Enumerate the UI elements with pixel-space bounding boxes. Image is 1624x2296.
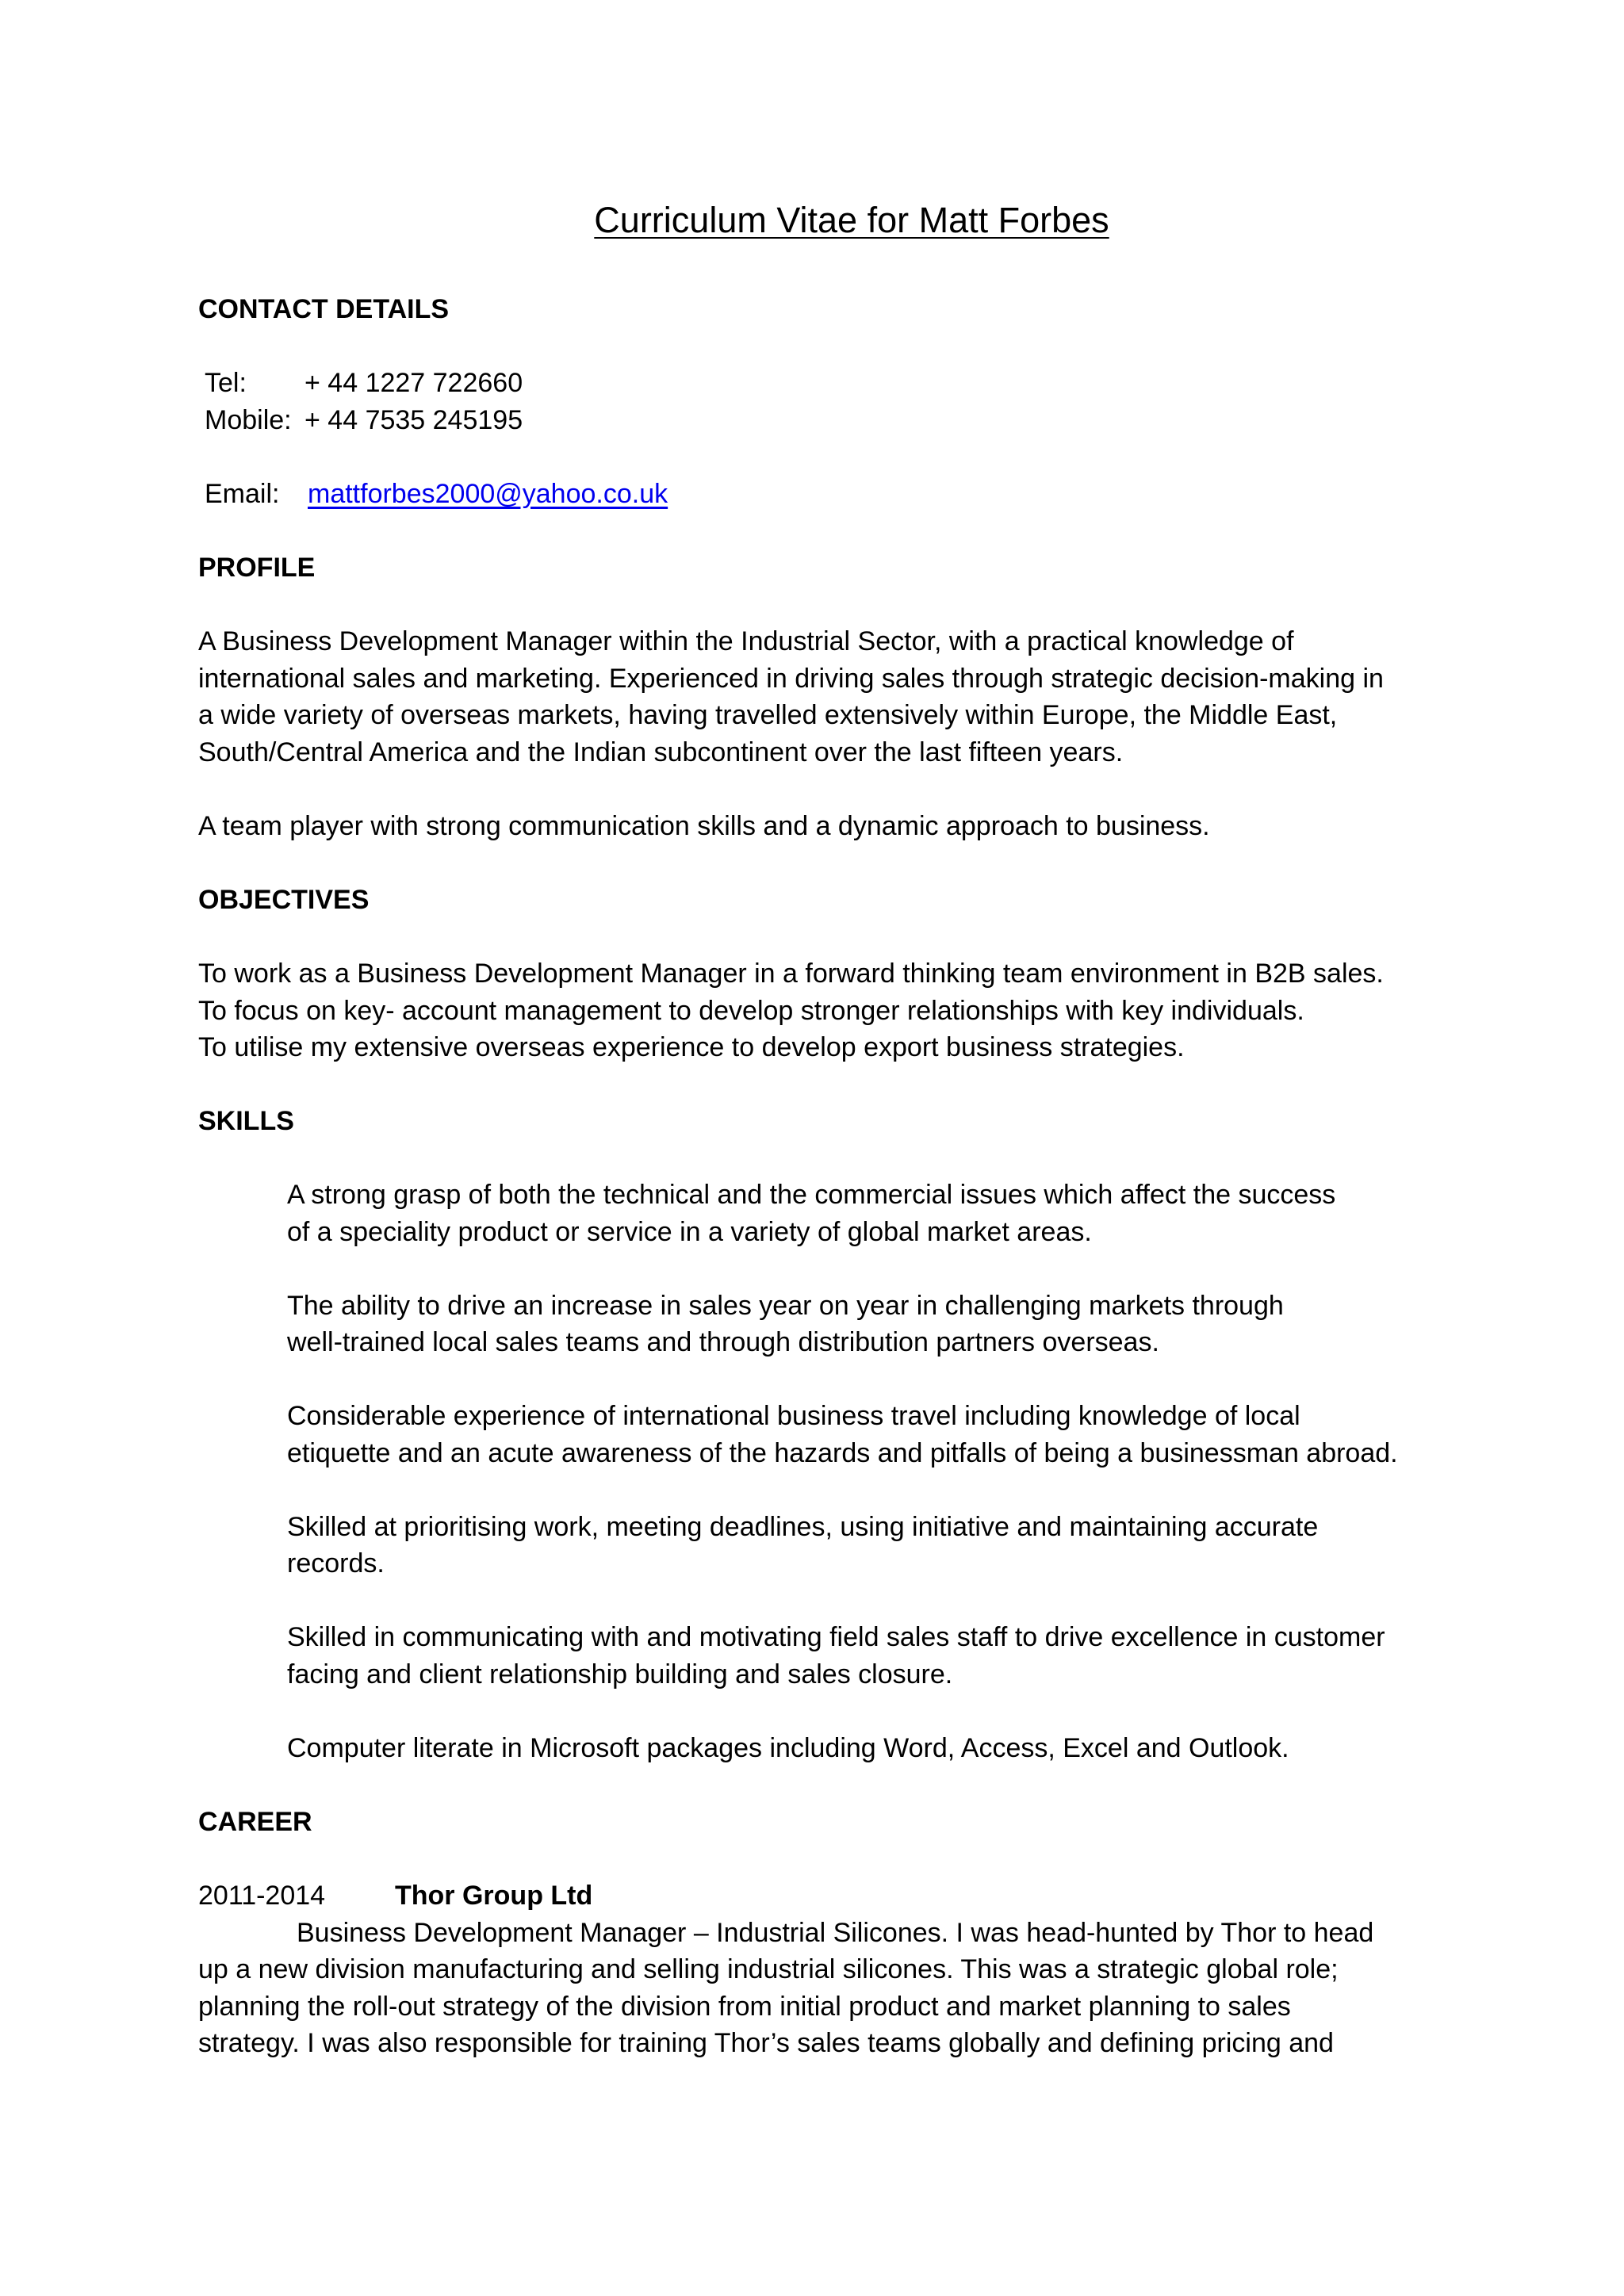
skill-line: facing and client relationship building and sales closure. [287, 1659, 953, 1689]
career-heading: CAREER [198, 1807, 312, 1837]
profile-heading: PROFILE [198, 553, 316, 583]
skill-line: Skilled in communicating with and motivating field sales staff to drive excellence in customer [287, 1622, 1385, 1652]
tel-label: Tel: [205, 368, 247, 398]
skill-line: A strong grasp of both the technical and the commercial issues which affect the success [287, 1180, 1336, 1210]
skill-line: Considerable experience of international business travel including knowledge of local [287, 1401, 1300, 1431]
skill-line: of a speciality product or service in a variety of global market areas. [287, 1217, 1092, 1247]
career-years: 2011-2014 [198, 1881, 326, 1911]
email-link[interactable]: mattforbes2000@yahoo.co.uk [308, 479, 668, 509]
skill-line: Computer literate in Microsoft packages including Word, Access, Excel and Outlook. [287, 1733, 1289, 1763]
career-company: Thor Group Ltd [395, 1881, 593, 1911]
page-title: Curriculum Vitae for Matt Forbes [594, 200, 1109, 240]
objective-line: To work as a Business Development Manager in a forward thinking team environment in B2B sales. [198, 959, 1384, 989]
profile-line: South/Central America and the Indian subcontinent over the last fifteen years. [198, 737, 1124, 767]
skill-line: The ability to drive an increase in sales year on year in challenging markets through [287, 1291, 1284, 1321]
mobile-label: Mobile: [205, 405, 292, 435]
profile-summary: A team player with strong communication skills and a dynamic approach to business. [198, 811, 1210, 841]
career-line: planning the roll-out strategy of the division from initial product and market planning to sales [198, 1992, 1291, 2022]
skill-line: etiquette and an acute awareness of the hazards and pitfalls of being a businessman abroad. [287, 1438, 1398, 1468]
objective-line: To utilise my extensive overseas experience to develop export business strategies. [198, 1032, 1185, 1062]
profile-line: a wide variety of overseas markets, having travelled extensively within Europe, the Middle East, [198, 700, 1338, 730]
contact-heading: CONTACT DETAILS [198, 294, 450, 324]
tel-value: + 44 1227 722660 [304, 368, 523, 398]
skills-heading: SKILLS [198, 1106, 294, 1136]
skill-line: records. [287, 1548, 385, 1578]
objective-line: To focus on key- account management to develop stronger relationships with key individuals. [198, 996, 1304, 1026]
objectives-heading: OBJECTIVES [198, 885, 370, 915]
mobile-value: + 44 7535 245195 [304, 405, 523, 435]
career-line: up a new division manufacturing and selling industrial silicones. This was a strategic global role; [198, 1954, 1339, 1984]
profile-line: international sales and marketing. Experienced in driving sales through strategic decision-making in [198, 664, 1384, 694]
skill-line: well-trained local sales teams and through distribution partners overseas. [287, 1327, 1159, 1357]
career-line: strategy. I was also responsible for training Thor’s sales teams globally and defining pricing and [198, 2028, 1334, 2058]
career-line: Business Development Manager – Industrial Silicones. I was head-hunted by Thor to head [297, 1918, 1374, 1948]
skill-line: Skilled at prioritising work, meeting deadlines, using initiative and maintaining accurate [287, 1512, 1319, 1542]
profile-line: A Business Development Manager within the Industrial Sector, with a practical knowledge of [198, 626, 1294, 656]
email-label: Email: [205, 479, 280, 509]
